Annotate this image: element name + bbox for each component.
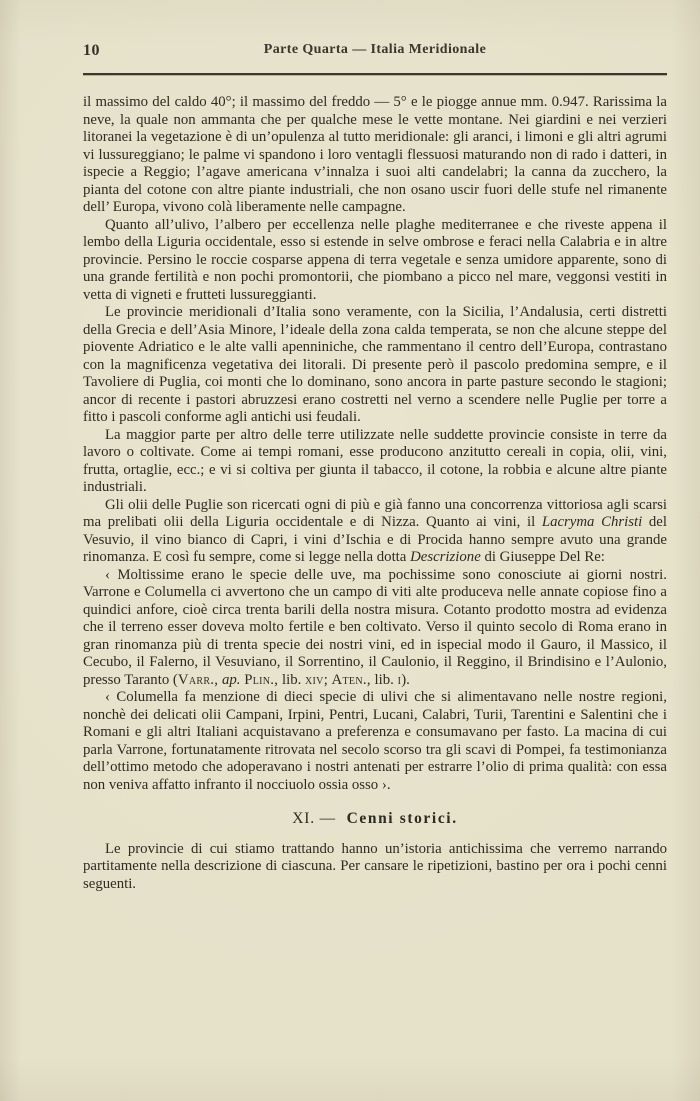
quote-paragraph-olives: ‹ Columella fa menzione di dieci specie di ulivi che si alimentavano nelle nostre regioni, nonchè dei delicati olii Campani, Irpini, Pentri, Lucani, Calabri, Turii, Tarentini e Salentini che i Romani e gli altri Italiani acquistavano a preferenza e consumavano per fasto. La macina di cui parla Varrone, fortunatamente ritrovata nel secolo scorso tra gli scavi di Pompei, fa testimonianza dell’ottimo metodo che adoperavano i nostri antenati per estrarre l’olio di prima qualità: con essa non veniva affatto infranto il nocciuolo ossia osso ›. bbox=[83, 689, 667, 793]
section-heading bbox=[83, 810, 667, 828]
quote-paragraph-grapes: ‹ Moltissime erano le specie delle uve, ma pochissime sono conosciute ai giorni nostri. Varrone e Columella ci avvertono che un campo di viti alte produceva nelle annate copiose fino a quindici anfore, cioè circa trenta barili della nostra misura. Cotanto prodotto mostra ad evidenza che il terreno esser doveva molto fertile e ben coltivato. Verso il quinto secolo di Roma erano in gran rinomanza più di trenta specie dei nostri vini, ed in ispecial modo il Gauro, il Massico, il Cecubo, il Falerno, il Vesuviano, il Sorrentino, il Caulonio, il Reggino, il Brindisino e l’Aulonio, presso Taranto (Varr., ap. Plin., lib. xiv; Aten., lib. i). bbox=[83, 566, 667, 688]
running-title: Parte Quarta — Italia Meridionale bbox=[263, 42, 487, 57]
page-text-block bbox=[83, 94, 667, 893]
paragraph-cultivated-lands: La maggior parte per altro delle terre utilizzate nelle suddette provincie consiste in terre da lavoro o coltivate. Come ai tempi romani, esse producono anzitutto cereali in copia, olii, vini, frutta, ortaglie, ecc.; e vi si coltiva per giunta il tabacco, il cotone, la robbia e alcune altre piante industriali. bbox=[83, 426, 667, 495]
page-header bbox=[83, 42, 667, 62]
paragraph-historical-intro: Le provincie di cui stiamo trattando hanno un’istoria antichissima che verremo narrando partitamente nella descrizione di ciascuna. Per cansare le ripetizioni, bastino per ora i pochi cenni seguenti. bbox=[83, 840, 667, 892]
paragraph-climate: il massimo del caldo 40°; il massimo del freddo — 5° e le piogge annue mm. 0.947. Rarissima la neve, la quale non ammanta che per qualche mese le vette montane. Nei giardini e nei verzieri litoranei la vegetazione è di un’opulenza al tutto meridionale: gli aranci, i limoni e gli altri agrumi vi lussureggiano; le palme vi spandono i loro ventagli flessuosi maturando non di rado i datteri, in ispecie a Reggio; l’agave americana v’innalza i suoi alti candelabri; la canna da zucchero, la pianta del cotone con altre piante industriali, che non osano uscir fuori delle stufe nel rimanente dell’ Europa, vivono colà liberamente nelle campagne. bbox=[83, 94, 667, 215]
section-heading-numeral: XI. — bbox=[292, 810, 336, 827]
section-heading-title: Cenni storici. bbox=[346, 810, 458, 827]
header-rule bbox=[83, 73, 667, 75]
paragraph-oils-and-wines: Gli olii delle Puglie son ricercati ogni di più e già fanno una concorrenza vittoriosa agli scarsi ma prelibati olii della Liguria occidentale e di Nizza. Quanto ai vini, il Lacryma Christi del Vesuvio, il vino bianco di Capri, i vini d’Ischia e di Procida hanno sempre avuto una grande rinomanza. E così fu sempre, come si legge nella dotta Descrizione di Giuseppe Del Re: bbox=[83, 496, 667, 565]
page-number: 10 bbox=[83, 42, 100, 59]
paragraph-olive-tree: Quanto all’ulivo, l’albero per eccellenza nelle plaghe mediterranee e che riveste appena il lembo della Liguria occidentale, esso si estende in selve ombrose e feraci nella Calabria e in altre provincie. Persino le roccie cosparse appena di terra vegetale e senza umidore apparente, sono di una grande fertilità e non pochi promontorii, che piombano a picco nel mare, veggonsi vestiti in vetta di vigneti e frutteti lussureggianti. bbox=[83, 216, 667, 303]
paragraph-southern-provinces: Le provincie meridionali d’Italia sono veramente, con la Sicilia, l’Andalusia, certi distretti della Grecia e dell’Asia Minore, l’ideale della zona calda temperata, se non che alcune steppe del piovente Adriatico e le alte valli apenniniche, che rammentano il centro dell’Europa, contrastano con la magnificenza vegetativa dei litorali. Di presente però il pascolo predomina sempre, e il Tavoliere di Puglia, coi monti che lo dominano, sono ancora in parte pasture secondo le stagioni; ancor di recente i pastori abruzzesi erano costretti nel verno a scendere nelle Puglie per torre a fitto i pascoli conforme agli antichi usi feudali. bbox=[83, 304, 667, 425]
